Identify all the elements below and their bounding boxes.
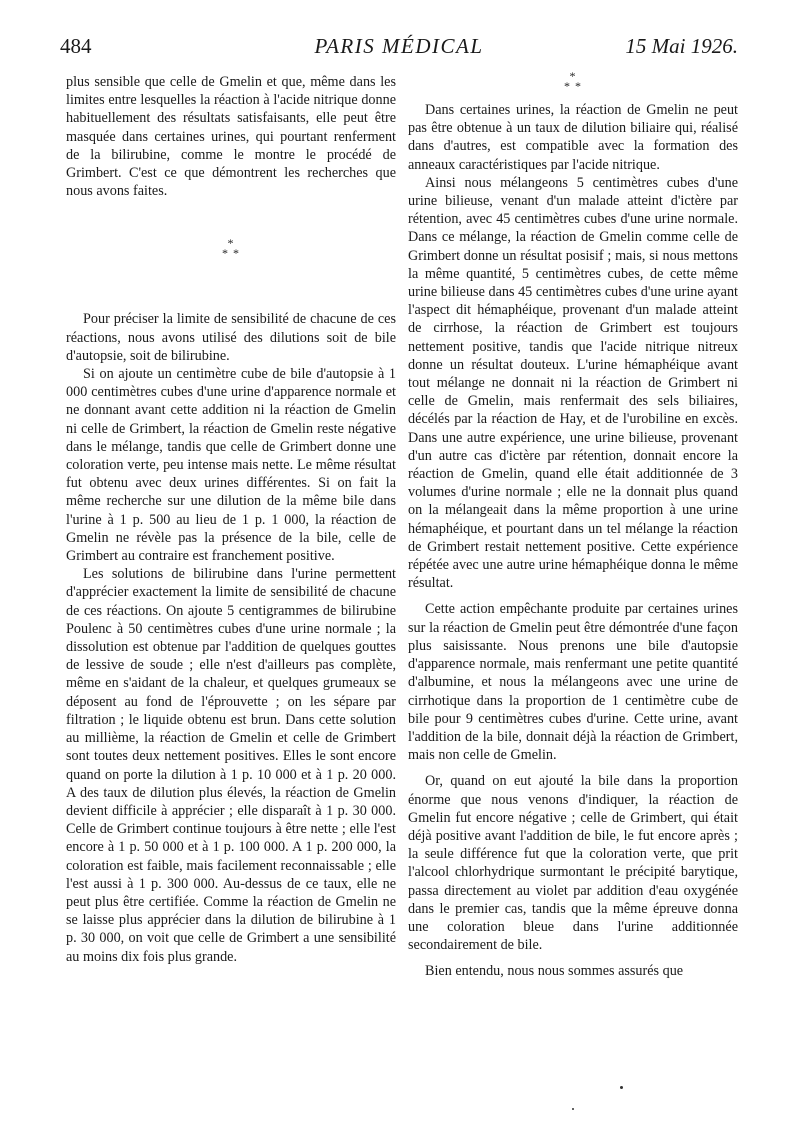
asterism-top: * bbox=[569, 69, 577, 83]
left-column bbox=[66, 73, 396, 966]
right-paragraph-2: Ainsi nous mélangeons 5 centimètres cubes d'une urine bilieuse, venant d'un malade atteint d'ictère par rétention, avec 45 centimètres cubes d'une urine normale. Dans ce mélange, la réaction de Gmelin comme celle de Grimbert donne un résultat posisif ; mais, si nous mettons la même quantité, 5 centimètres cubes, de cette même urine bilieuse dans 45 centimètres cubes d'une urine ayant l'aspect dit hémaphéique, provenant d'un malade atteint de cirrhose, la réaction de Grimbert est toujours nettement positive, tandis que l'acide nitrique nitreux donne un résultat douteux. L'urine hémaphéique avant tout mélange ne donnait ni la réaction de Grimbert ni celle de Gmelin, mais renfermait des sels biliaires, décélés par la réaction de Hay, et de l'urobiline en excès. Dans une autre expérience, une urine bilieuse, provenant d'un autre cas d'ictère par rétention, donnait encore la réaction de Gmelin, quand elle était additionnée de 3 volumes d'urine normale ; elle ne la donnait plus quand on la mélangeait dans la même proportion à une urine hémaphéique, et pourtant dans un tel mélange la réaction de Grimbert restait nettement positive. Cette expérience répétée avec une autre urine hémaphéique donna le même résultat. bbox=[408, 174, 738, 592]
right-paragraph-5: Bien entendu, nous nous sommes assurés que bbox=[425, 963, 684, 980]
section-asterism-left bbox=[66, 236, 396, 261]
asterism-bottom: * * bbox=[564, 79, 582, 93]
ink-speck bbox=[620, 1086, 623, 1089]
right-paragraph-3: Cette action empêchante produite par certaines urines sur la réaction de Gmelin peut être démontrée d'une façon plus saisissante. Nous prenons une bile d'autopsie d'apparence normale, mais renfermant une petite quantité d'albumine, et nous la mélangeons avec une urine de cirrhotique dans la proportion de 1 centimètre cube de bile pour 9 centimètres cubes d'urine. Cette urine, avant l'addition de la bile, donnait déjà la réaction de Grimbert, mais non celle de Gmelin. bbox=[408, 601, 738, 764]
section-asterism-right bbox=[408, 71, 738, 91]
issue-date: 15 Mai 1926. bbox=[625, 34, 738, 58]
left-paragraph-1: plus sensible que celle de Gmelin et que, même dans les limites entre lesquelles la réaction à l'acide nitrique donne habituellement des résultats satisfaisants, elle peut être masquée dans certaines urines, qui pourtant renferment de la bilirubine, comme le montre le procédé de Grimbert. C'est ce que démontrent les recherches que nous avons faites. bbox=[66, 74, 396, 200]
ink-speck bbox=[572, 1108, 574, 1110]
left-paragraph-4: Les solutions de bilirubine dans l'urine permettent d'apprécier exactement la limite de sensibilité de chacune de ces réactions. On ajoute 5 centigrammes de bilirubine Poulenc à 50 centimètres cubes d'une urine normale ; la dissolution est obtenue par l'addition de quelques gouttes de lessive de soude ; elle n'est d'ailleurs pas complète, même en s'aidant de la chaleur, et quelques grumeaux se déposent au fond de l'éprouvette ; on les sépare par filtration ; le liquide obtenu est brun. Dans cette solution au millième, la réaction de Gmelin et celle de Grimbert sont toutes deux nettement positives. Elles le sont encore quand on porte la dilution à 1 p. 10 000 et à 1 p. 20 000. A des taux de dilution plus élevés, la réaction de Gmelin devient difficile à apprécier ; elle disparaît à 1 p. 30 000. Celle de Grimbert continue toujours à être nette ; elle l'est encore à 1 p. 50 000 et à 1 p. 100 000. A 1 p. 200 000, la coloration est faible, mais facilement reconnaissable ; elle l'est aussi à 1 p. 300 000. Au-dessus de ce taux, elle ne peut plus être certifiée. Comme la réaction de Gmelin ne se laisse plus apprécier dans la dilution de bilirubine à 1 p. 30 000, on voit que celle de Grimbert a une sensibilité au moins dix fois plus grande. bbox=[66, 566, 396, 965]
journal-title: PARIS MÉDICAL bbox=[314, 34, 484, 58]
right-paragraph-1: Dans certaines urines, la réaction de Gmelin ne peut pas être obtenue à un taux de dilution biliaire qui, réalisé dans d'autres, est compatible avec la formation des anneaux caractéristiques par l'acide nitrique. bbox=[408, 102, 738, 173]
page-number: 484 bbox=[60, 34, 92, 58]
left-paragraph-2: Pour préciser la limite de sensibilité de chacune de ces réactions, nous avons utilisé des dilutions soit de bile d'autopsie, soit de bilirubine. bbox=[66, 311, 396, 364]
running-header bbox=[60, 34, 738, 64]
right-paragraph-4: Or, quand on eut ajouté la bile dans la proportion énorme que nous venons d'indiquer, la réaction de Gmelin fut encore négative ; celle de Grimbert, qui était déjà positive avant l'addition de bile, le fut encore après ; la seule différence fut que la coloration verte, que prit l'alcool chlorhydrique surmontant le précipité barytique, passa directement au violet par addition d'eau oxygénée dans le premier cas, tandis que la même épreuve donna une coloration bleue dans l'urine additionnée secondairement de bile. bbox=[408, 773, 738, 954]
right-column bbox=[408, 69, 738, 981]
asterism-bottom: * * bbox=[222, 246, 240, 261]
left-paragraph-3: Si on ajoute un centimètre cube de bile d'autopsie à 1 000 centimètres cubes d'une urine d'apparence normale et ne donnant avant cette addition ni la réaction de Gmelin ni celle de Grimbert, la réaction de Gmelin reste négative dans le mélange, tandis que celle de Grimbert donne une coloration verte, peu intense mais nette. Le même résultat fut obtenu avec deux urines différentes. Si on fait la même recherche sur une dilution de la même bile dans l'urine à 1 p. 500 au lieu de 1 p. 1 000, la réaction de Gmelin ne révèle pas la présence de la bile, celle de Grimbert au contraire est franchement positive. bbox=[66, 366, 396, 565]
asterism-top: * bbox=[227, 236, 235, 251]
